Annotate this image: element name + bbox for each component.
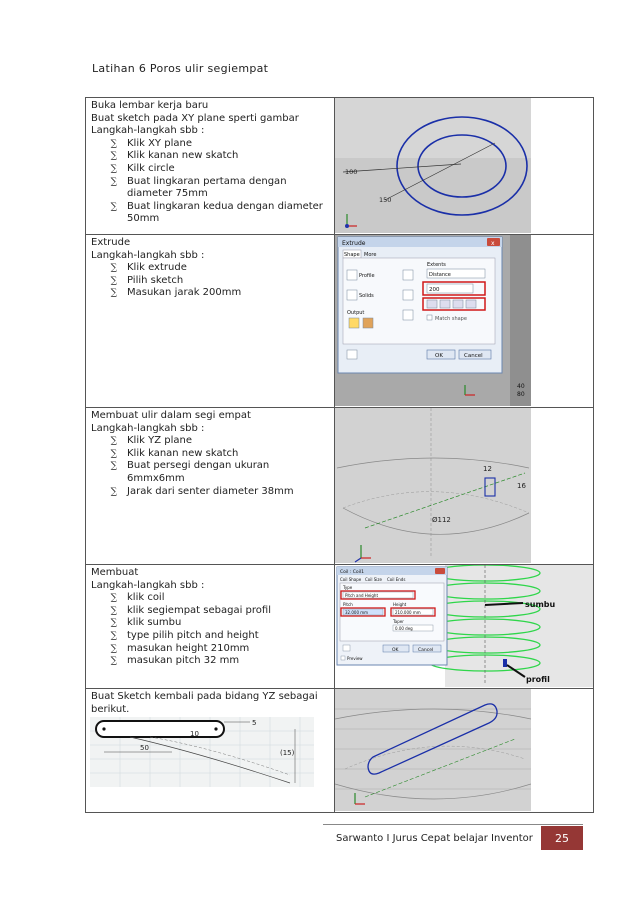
figure-cell: [335, 565, 594, 689]
ok-label: OK: [392, 648, 399, 653]
tab-coil-shape[interactable]: Coil Shape: [340, 577, 362, 582]
step-item: Klik extrude: [127, 262, 187, 274]
height-value: 210.000 mm: [395, 610, 421, 615]
dimension-label: (15): [280, 749, 295, 757]
step-item: masukan pitch 32 mm: [127, 655, 240, 667]
preview-label: Preview: [347, 656, 363, 661]
step-line: Buat Sketch kembali pada bidang YZ sebagai berikut.: [91, 691, 318, 715]
output-solid-button[interactable]: [349, 318, 359, 328]
square-profile-figure: [335, 408, 531, 563]
step-item: Buat persegi dengan ukuran 6mmx6mm: [127, 460, 270, 484]
tab-coil-size[interactable]: Coil Size: [365, 577, 382, 582]
step-item: type pilih pitch and height: [127, 629, 259, 641]
dialog-title: Extrude: [342, 240, 366, 247]
step-line: Langkah-langkah sbb :: [91, 422, 205, 434]
bullet-icon: ∑: [110, 656, 117, 667]
step-item: Klik kanan new skatch: [127, 447, 239, 459]
step-item: klik segiempat sebagai profil: [127, 604, 271, 616]
extrude-figure: [335, 235, 531, 406]
square-profile: [503, 659, 507, 667]
cancel-label: Cancel: [418, 648, 434, 653]
profile-label: Profile: [359, 273, 375, 279]
close-icon: x: [491, 240, 495, 247]
slot-3d-figure: [335, 689, 531, 811]
preview-checkbox[interactable]: [341, 656, 345, 660]
step-line: Buat sketch pada XY plane sperti gambar: [91, 112, 299, 124]
table-row: [86, 98, 594, 235]
bullet-icon: ∑: [110, 630, 117, 641]
table-row: [86, 408, 594, 565]
slot-shape: [96, 721, 224, 737]
dimension-label: 40: [517, 383, 525, 390]
page-number: 25: [541, 826, 583, 850]
dimension-label: Ø112: [432, 516, 451, 524]
slot-sketch-figure: [90, 717, 314, 787]
step-item: masukan height 210mm: [127, 642, 250, 654]
figure-cell: [335, 98, 594, 235]
step-cell: [86, 689, 335, 813]
help-button[interactable]: [343, 645, 350, 651]
bullet-icon: ∑: [110, 138, 117, 149]
callout-label: sumbu: [525, 600, 556, 609]
step-item: Klik kanan new skatch: [127, 150, 239, 162]
coil-figure: [335, 565, 593, 687]
bullet-icon: ∑: [110, 486, 117, 497]
intersect-button[interactable]: [403, 310, 413, 320]
match-shape-label: Match shape: [435, 316, 467, 322]
extents-value: Distance: [429, 272, 451, 278]
step-item: Jarak dari senter diameter 38mm: [127, 485, 294, 497]
step-line: Extrude: [91, 237, 131, 248]
bullet-icon: ∑: [110, 151, 117, 162]
bullet-icon: ∑: [110, 593, 117, 604]
figure-cell: [335, 689, 594, 813]
step-cell: [86, 408, 335, 565]
table-row: [86, 565, 594, 689]
direction-button[interactable]: [453, 300, 463, 308]
bullet-icon: ∑: [110, 288, 117, 299]
dimension-label: 16: [517, 482, 526, 490]
dimension-label: 10: [190, 730, 199, 738]
height-label: Height: [393, 602, 407, 607]
sketch-circles-figure: [335, 98, 531, 233]
pitch-label: Pitch: [343, 602, 353, 607]
bullet-icon: ∑: [110, 643, 117, 654]
page-title: Latihan 6 Poros ulir segiempat: [92, 62, 269, 75]
bullet-icon: ∑: [110, 605, 117, 616]
bullet-icon: ∑: [110, 176, 117, 187]
direction-button[interactable]: [427, 300, 437, 308]
direction-button[interactable]: [440, 300, 450, 308]
bullet-icon: ∑: [110, 448, 117, 459]
step-line: Membuat ulir dalam segi empat: [91, 410, 251, 421]
solids-button[interactable]: [347, 290, 357, 300]
dialog-title: Coil : Coil1: [340, 570, 365, 575]
dimension-label: 12: [483, 465, 492, 473]
output-surface-button[interactable]: [363, 318, 373, 328]
close-button[interactable]: [435, 568, 445, 574]
bullet-icon: ∑: [110, 163, 117, 174]
type-value: Pitch and Height: [345, 593, 379, 598]
solids-label: Solids: [359, 293, 374, 299]
distance-value: 200: [429, 287, 440, 293]
figure-cell: [335, 408, 594, 565]
step-item: Pilih sketch: [127, 274, 184, 286]
step-line: Buka lembar kerja baru: [91, 100, 209, 111]
step-item: Buat lingkaran pertama dengan diameter 75mm: [127, 175, 287, 200]
step-item: Masukan jarak 200mm: [127, 287, 242, 299]
cut-button[interactable]: [403, 290, 413, 300]
step-line: Langkah-langkah sbb :: [91, 579, 205, 591]
tab-coil-ends[interactable]: Coil Ends: [387, 577, 406, 582]
profile-button[interactable]: [347, 270, 357, 280]
extents-label: Extents: [427, 262, 446, 268]
join-button[interactable]: [403, 270, 413, 280]
table-row: [86, 235, 594, 408]
tab-more[interactable]: More: [364, 252, 377, 258]
step-item: Klik YZ plane: [127, 435, 192, 447]
direction-button[interactable]: [466, 300, 476, 308]
tab-label: Shape: [344, 252, 360, 258]
figure-cell: [335, 235, 594, 408]
step-line: Membuat: [91, 567, 139, 578]
taper-value: 0.00 deg: [395, 626, 413, 631]
dimension-label: 50: [140, 744, 149, 752]
dimension-label: 5: [252, 719, 257, 727]
callout-label: profil: [526, 675, 550, 684]
bullet-icon: ∑: [110, 275, 117, 286]
bullet-icon: ∑: [110, 461, 117, 472]
taper-label: Taper: [393, 619, 404, 624]
type-label: Type: [343, 585, 353, 590]
match-shape-checkbox[interactable]: [427, 315, 432, 320]
step-item: Klik XY plane: [127, 137, 192, 149]
dimension-label: 100: [345, 168, 358, 176]
step-item: Kilk circle: [127, 162, 175, 174]
footer-divider: [323, 824, 583, 825]
step-cell: [86, 98, 335, 235]
help-button[interactable]: [347, 350, 357, 359]
step-item: klik sumbu: [127, 617, 182, 629]
instruction-table: [85, 97, 594, 813]
bullet-icon: ∑: [110, 618, 117, 629]
dimension-label: 80: [517, 391, 525, 398]
step-cell: [86, 565, 335, 689]
bullet-icon: ∑: [110, 263, 117, 274]
cancel-label: Cancel: [464, 353, 483, 359]
footer-text: Sarwanto I Jurus Cepat belajar Inventor: [336, 833, 533, 844]
bullet-icon: ∑: [110, 436, 117, 447]
step-item: Buat lingkaran kedua dengan diameter 50mm: [127, 200, 323, 225]
table-row: [86, 689, 594, 813]
pitch-value: 32.000 mm: [345, 610, 369, 615]
step-line: Langkah-langkah sbb :: [91, 125, 205, 137]
bullet-icon: ∑: [110, 201, 117, 212]
step-cell: [86, 235, 335, 408]
step-item: klik coil: [127, 592, 165, 604]
step-line: Langkah-langkah sbb :: [91, 249, 205, 261]
dimension-label: 150: [379, 196, 392, 204]
ok-label: OK: [435, 353, 443, 359]
output-label: Output: [347, 310, 365, 316]
